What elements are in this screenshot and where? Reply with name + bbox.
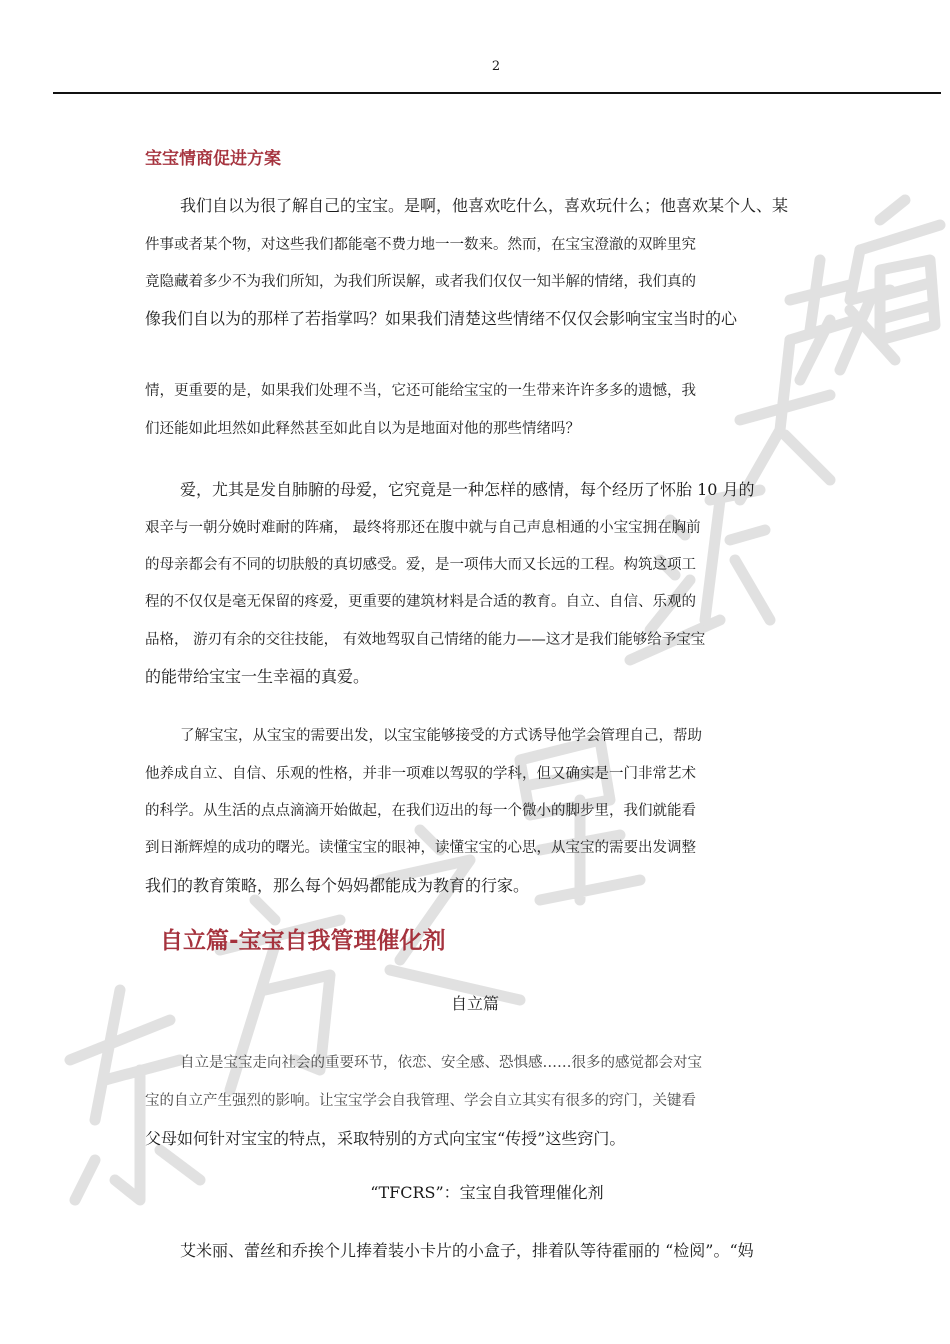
text-line: 的母亲都会有不同的切肤般的真切感受。爱，是一项伟大而又长远的工程。构筑这项工 [145,557,696,573]
text-line: 竟隐藏着多少不为我们所知，为我们所误解，或者我们仅仅一知半解的情绪，我们真的 [145,274,696,290]
text-line: 的科学。从生活的点点滴滴开始做起，在我们迈出的每一个微小的脚步里，我们就能看 [145,803,696,819]
text-line: 件事或者某个物，对这些我们都能毫不费力地一一数来。然而，在宝宝澄澈的双眸里究 [145,237,696,253]
text-line: 到日渐辉煌的成功的曙光。读懂宝宝的眼神，读懂宝宝的心思，从宝宝的需要出发调整 [145,840,696,856]
text-line: 艾米丽、蕾丝和乔挨个儿捧着装小卡片的小盒子，排着队等待霍丽的 “检阅”。“妈 [180,1241,754,1260]
text-line: 爱，尤其是发自肺腑的母爱，它究竟是一种怎样的感情，每个经历了怀胎 10 月的 [180,480,755,499]
text-line: 情，更重要的是，如果我们处理不当，它还可能给宝宝的一生带来许许多多的遗憾，我 [145,383,696,399]
text-line: 父母如何针对宝宝的特点，采取特别的方式向宝宝“传授”这些窍门。 [145,1129,626,1148]
section-heading: 宝宝情商促进方案 [145,149,281,169]
text-line: 的能带给宝宝一生幸福的真爱。 [145,667,370,686]
text-line: 艰辛与一朝分娩时难耐的阵痛， 最终将那还在腹中就与自己声息相通的小宝宝拥在胸前 [145,520,701,536]
text-line: 品格， 游刃有余的交往技能， 有效地驾驭自己情绪的能力——这才是我们能够给予宝宝 [145,632,706,648]
text-line: 们还能如此坦然如此释然甚至如此自以为是地面对他的那些情绪吗？ [145,421,580,437]
text-line: 他养成自立、自信、乐观的性格，并非一项难以驾驭的学科，但又确实是一门非常艺术 [145,766,696,782]
subtitle: 自立篇 [450,994,499,1013]
text-line: 宝的自立产生强烈的影响。让宝宝学会自我管理、学会自立其实有很多的窍门，关键看 [145,1093,696,1109]
text-line: 我们自以为很了解自己的宝宝。是啊，他喜欢吃什么，喜欢玩什么；他喜欢某个人、某 [180,196,789,215]
header-rule [53,92,941,94]
text-line: 像我们自以为的那样了若指掌吗？如果我们清楚这些情绪不仅仅会影响宝宝当时的心 [145,309,738,328]
text-line: 程的不仅仅是毫无保留的疼爱，更重要的建筑材料是合适的教育。自立、自信、乐观的 [145,594,696,610]
page-number: 2 [491,59,501,74]
text-line: 了解宝宝，从宝宝的需要出发，以宝宝能够接受的方式诱导他学会管理自己，帮助 [180,728,702,744]
text-line: 我们的教育策略，那么每个妈妈都能成为教育的行家。 [145,876,530,895]
subtitle: “TFCRS”：宝宝自我管理催化剂 [370,1183,604,1202]
text-line: 自立是宝宝走向社会的重要环节，依恋、安全感、恐惧感……很多的感觉都会对宝 [180,1055,702,1071]
chapter-heading: 自立篇-宝宝自我管理催化剂 [160,928,446,954]
